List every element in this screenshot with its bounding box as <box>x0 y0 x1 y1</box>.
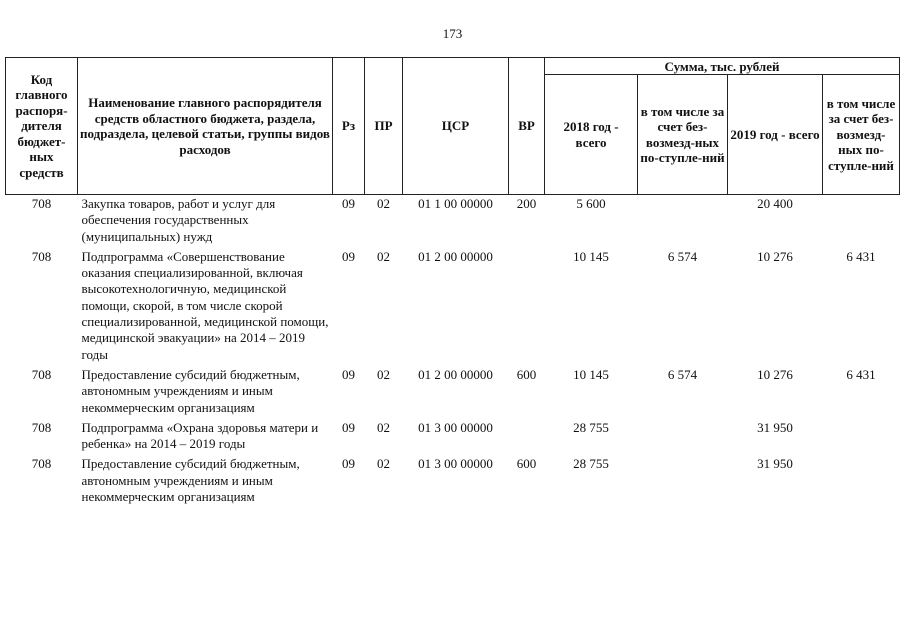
cell-rz: 09 <box>342 419 355 435</box>
header-pr: ПР <box>365 58 403 195</box>
cell-2019-grant: 6 431 <box>846 248 876 264</box>
header-code: Код главного распоря-дителя бюджет-ных средств <box>6 58 78 195</box>
cell-pr: 02 <box>377 248 390 264</box>
cell-2018-total: 28 755 <box>573 456 609 472</box>
header-2018-grant: в том числе за счет без-возмезд-ных по-ступле-ний <box>638 75 728 195</box>
header-2019-total: 2019 год - всего <box>728 75 823 195</box>
table-row <box>6 420 900 457</box>
cell-vr: 200 <box>516 196 537 211</box>
cell-rz: 09 <box>342 248 355 264</box>
cell-2018-total: 28 755 <box>573 419 609 435</box>
cell-2018-grant <box>638 456 728 509</box>
cell-2019-grant <box>823 195 900 249</box>
cell-name: Предоставление субсидий бюджетным, автономным учреждениям и иным некоммерческим организациям <box>81 456 300 505</box>
cell-name: Подпрограмма «Совершенствование оказания специализированной, включая высокотехнологичную, медицинской помощи, скорой, в том числе скорой специализированной, медицинской помощи, медицинской эвакуации» на 2014 – 2019 годы <box>81 248 329 362</box>
table-row <box>6 367 900 420</box>
cell-vr: 600 <box>516 456 537 472</box>
cell-csr: 01 3 00 00000 <box>418 419 493 435</box>
cell-name: Закупка товаров, работ и услуг для обеспечения государственных (муниципальных) нужд <box>81 196 276 244</box>
table-body <box>6 195 900 510</box>
cell-pr: 02 <box>377 366 390 382</box>
cell-2019-total: 10 276 <box>757 366 793 382</box>
cell-code: 708 <box>31 196 52 211</box>
cell-vr <box>509 420 545 457</box>
cell-2019-total: 20 400 <box>757 196 793 211</box>
cell-2019-grant: 6 431 <box>846 366 876 382</box>
table-row <box>6 456 900 509</box>
cell-2018-grant <box>638 195 728 249</box>
cell-2018-grant: 6 574 <box>667 366 698 382</box>
cell-pr: 02 <box>377 456 390 472</box>
cell-2019-total: 10 276 <box>757 248 793 264</box>
cell-name: Предоставление субсидий бюджетным, автономным учреждениям и иным некоммерческим организациям <box>81 366 300 415</box>
table-row <box>6 195 900 249</box>
cell-csr: 01 1 00 00000 <box>418 196 493 211</box>
cell-code: 708 <box>31 419 52 435</box>
cell-2019-total: 31 950 <box>757 456 793 472</box>
cell-rz: 09 <box>342 196 355 211</box>
cell-csr: 01 3 00 00000 <box>418 456 493 472</box>
header-csr: ЦСР <box>403 58 509 195</box>
header-name: Наименование главного распорядителя средств областного бюджета, раздела, подраздела, целевой статьи, группы видов расходов <box>78 58 333 195</box>
cell-name: Подпрограмма «Охрана здоровья матери и ребенка» на 2014 – 2019 годы <box>81 419 319 452</box>
header-vr: ВР <box>509 58 545 195</box>
cell-csr: 01 2 00 00000 <box>418 366 493 382</box>
cell-code: 708 <box>31 456 52 472</box>
cell-pr: 02 <box>377 196 390 211</box>
cell-2018-total: 5 600 <box>576 196 606 211</box>
header-rz: Рз <box>333 58 365 195</box>
cell-2019-total: 31 950 <box>757 419 793 435</box>
header-sum: Сумма, тыс. рублей <box>545 58 900 75</box>
cell-2018-total: 10 145 <box>573 366 609 382</box>
cell-code: 708 <box>31 248 52 264</box>
cell-rz: 09 <box>342 456 355 472</box>
cell-2019-grant <box>823 420 900 457</box>
table-row <box>6 249 900 367</box>
cell-2018-grant: 6 574 <box>667 248 698 264</box>
cell-2019-grant <box>823 456 900 509</box>
cell-pr: 02 <box>377 419 390 435</box>
cell-vr: 600 <box>516 366 537 382</box>
header-2019-grant: в том числе за счет без-возмезд-ных по-ступле-ний <box>823 75 900 195</box>
header-2018-total: 2018 год - всего <box>545 75 638 195</box>
table-header <box>6 58 900 195</box>
cell-2018-grant <box>638 420 728 457</box>
cell-code: 708 <box>31 366 52 382</box>
budget-table <box>5 57 900 509</box>
cell-csr: 01 2 00 00000 <box>418 248 493 264</box>
cell-2018-total: 10 145 <box>573 248 609 264</box>
cell-vr <box>509 249 545 367</box>
page-number: 173 <box>442 26 463 41</box>
cell-rz: 09 <box>342 366 355 382</box>
